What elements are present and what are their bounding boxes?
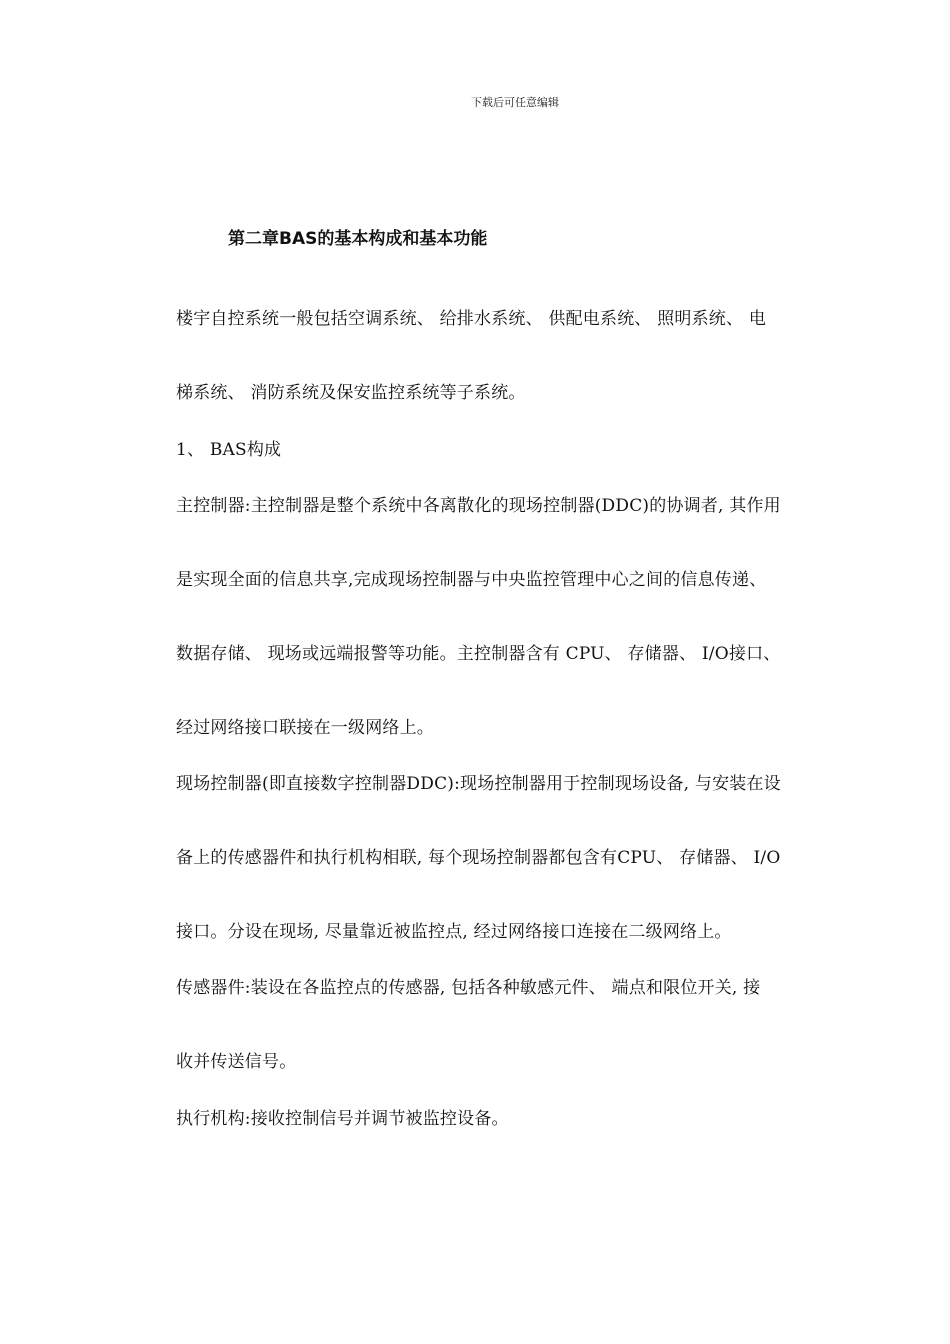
paragraph-line: 数据存储、 现场或远端报警等功能。主控制器含有 CPU、 存储器、 I/O接口、 <box>176 644 781 664</box>
paragraph-line: 经过网络接口联接在一级网络上。 <box>176 718 434 738</box>
paragraph-line: 梯系统、 消防系统及保安监控系统等子系统。 <box>176 383 526 403</box>
paragraph-line: 主控制器:主控制器是整个系统中各离散化的现场控制器(DDC)的协调者, 其作用 <box>176 496 781 516</box>
chapter-title: 第二章BAS的基本构成和基本功能 <box>228 229 488 249</box>
paragraph-line: 备上的传感器件和执行机构相联, 每个现场控制器都包含有CPU、 存储器、 I/O <box>176 848 781 868</box>
paragraph-line: 楼宇自控系统一般包括空调系统、 给排水系统、 供配电系统、 照明系统、 电 <box>176 309 767 329</box>
paragraph-line: 执行机构:接收控制信号并调节被监控设备。 <box>176 1109 509 1129</box>
page-header-note: 下载后可任意编辑 <box>471 96 559 109</box>
paragraph-line: 收并传送信号。 <box>176 1052 297 1072</box>
paragraph-line: 现场控制器(即直接数字控制器DDC):现场控制器用于控制现场设备, 与安装在设 <box>176 774 781 794</box>
paragraph-line: 传感器件:装设在各监控点的传感器, 包括各种敏感元件、 端点和限位开关, 接 <box>176 978 761 998</box>
paragraph-line: 接口。分设在现场, 尽量靠近被监控点, 经过网络接口连接在二级网络上。 <box>176 922 732 942</box>
paragraph-line: 是实现全面的信息共享,完成现场控制器与中央监控管理中心之间的信息传递、 <box>176 570 767 590</box>
section-heading: 1、 BAS构成 <box>176 440 282 460</box>
